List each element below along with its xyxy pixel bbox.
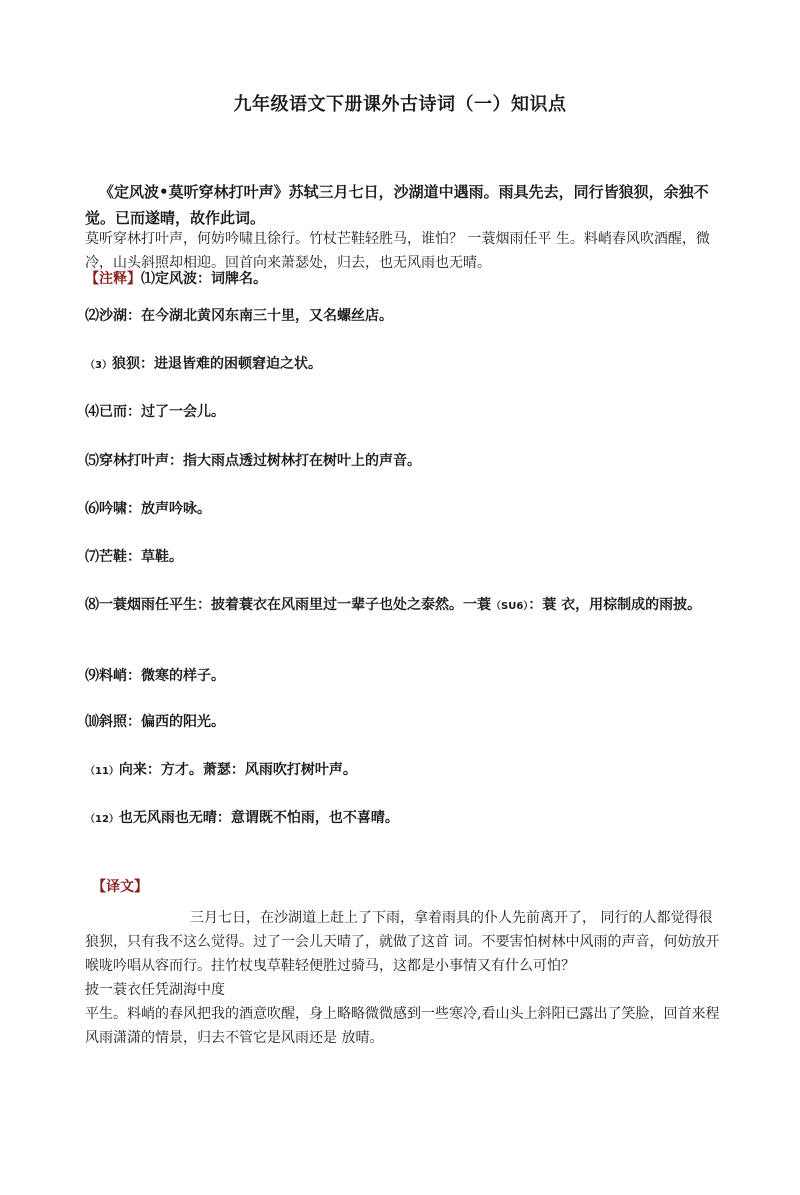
note-1 (85, 267, 725, 291)
note-11-text: 向来：方才。萧瑟：风雨吹打树叶声。 (118, 762, 357, 778)
notes-heading: 【注释】 (85, 271, 141, 287)
note-12-number: （12） (85, 814, 119, 825)
note-2: ⑵沙湖：在今湖北黄冈东南三十里，又名螺丝店。 (85, 308, 393, 324)
note-8-pronunciation: （SU6） (491, 601, 529, 612)
note-12 (85, 806, 725, 832)
poem-text: 莫听穿林打叶声，何妨吟啸且徐行。竹杖芒鞋轻胜马，谁怕？ 一蓑烟雨任平 生。料峭春风吹酒醒，微冷，山头斜照却相迎。回首向来萧瑟处，归去，也无风雨也无晴。 (85, 231, 710, 271)
note-3-text: 狼狈：进退皆难的困顿窘迫之状。 (111, 356, 322, 372)
note-11-number: （11） (85, 766, 119, 777)
poem-intro: 《定风波•莫听穿林打叶声》苏轼三月七日，沙湖道中遇雨。雨具先去，同行皆狼狈，余独不觉。已而遂晴，故作此词。 (85, 183, 709, 227)
note-1-text: ⑴定风波：词牌名。 (141, 271, 267, 287)
translation-heading: 【译文】 (92, 879, 148, 895)
note-4: ⑷已而：过了一会儿。 (85, 404, 225, 420)
note-3 (85, 352, 725, 378)
note-7: ⑺芒鞋：草鞋。 (85, 549, 183, 565)
note-6: ⑹吟啸：放声吟咏。 (85, 501, 211, 517)
note-5: ⑸穿林打叶声：指大雨点透过树林打在树叶上的声音。 (85, 453, 421, 469)
note-11 (85, 758, 725, 784)
translation-text (85, 906, 725, 1050)
note-8 (85, 593, 725, 619)
translation-para-3: 平生。料峭的春风把我的酒意吹醒，身上略略微微感到一些寒冷,看山头上斜阳已露出了笑脸，回首来程风雨潇潇的情景，归去不管它是风雨还是 放晴。 (85, 1006, 720, 1046)
translation-para-2: 披一蓑衣任凭湖海中度 (85, 982, 225, 998)
note-12-text: 也无风雨也无晴：意谓既不怕雨，也不喜晴。 (118, 810, 399, 826)
page-title: 九年级语文下册课外古诗词（一）知识点 (233, 94, 567, 115)
note-10: ⑽斜照：偏西的阳光。 (85, 714, 225, 730)
note-8-text-a: ⑻一蓑烟雨任平生：披着蓑衣在风雨里过一辈子也处之泰然。一蓑 (85, 597, 491, 613)
note-8-text-b: ：蓑 衣，用棕制成的雨披。 (528, 597, 702, 613)
note-9: ⑼料峭：微寒的样子。 (85, 668, 225, 684)
translation-para-1: 三月七日，在沙湖道上赶上了下雨，拿着雨具的仆人先前离开了， 同行的人都觉得很狼狈，只有我不这么觉得。过了一会儿天晴了，就做了这首 词。不要害怕树林中风雨的声音，何妨放开喉咙吟唱从容而行。拄竹杖曳草鞋轻便胜过骑马，这都是小事情又有什么可怕？ (85, 910, 720, 974)
note-3-number: （3） (85, 360, 112, 371)
